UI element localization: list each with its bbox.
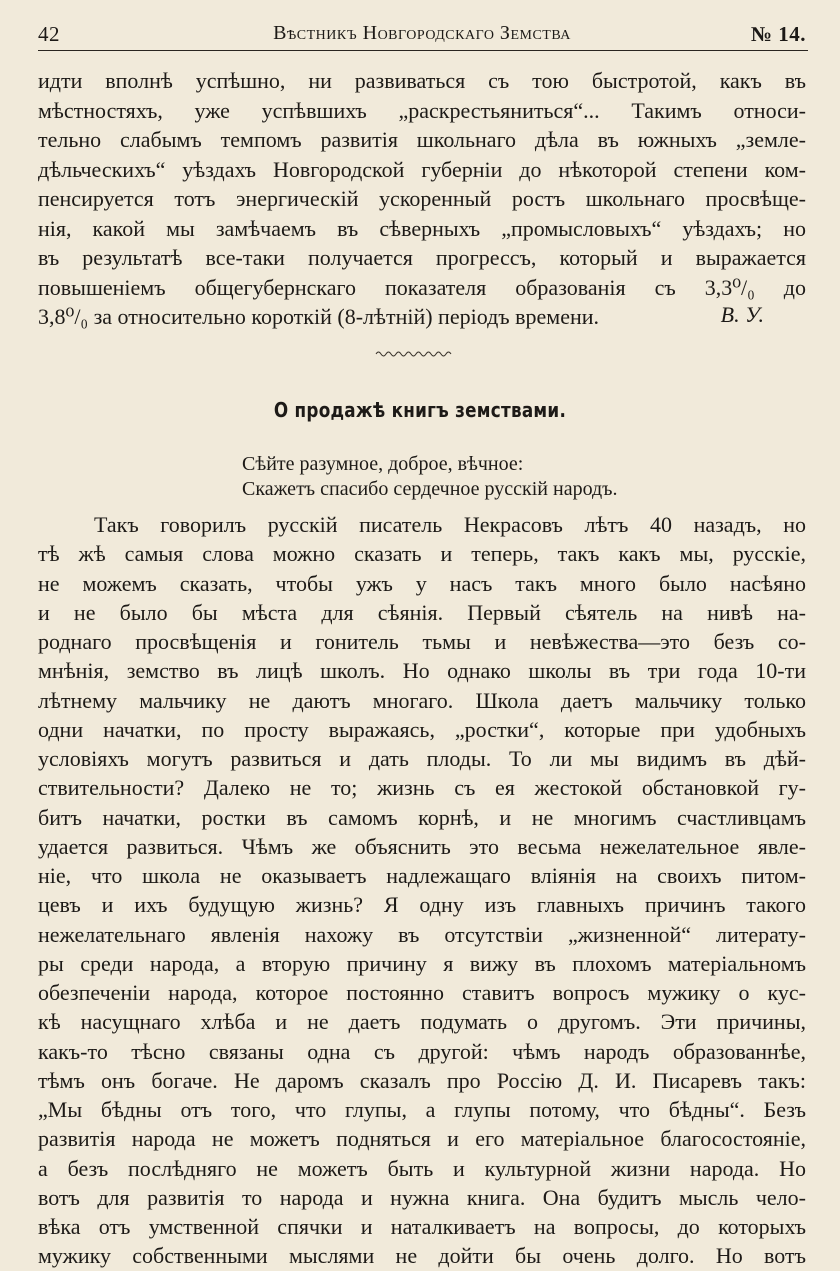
- journal-title: Вѣстникъ Новгородскаго Земства: [273, 22, 571, 44]
- text-line: битъ начатки, ростки въ самомъ корнѣ, и не многимъ счастливцамъ: [38, 804, 806, 830]
- text-line: тѣмъ онъ богаче. Не даромъ сказалъ про Россію Д. И. Писаревъ такъ:: [38, 1067, 806, 1093]
- text-line: ніе, что школа не оказываетъ надлежащаго вліянія на своихъ питом-: [38, 863, 806, 888]
- text-line: тельно слабымъ темпомъ развитія школьнаго дѣла въ южныхъ „земле-: [38, 127, 806, 152]
- text-line: мужику собственными мыслями не дойти бы очень долго. Но вотъ: [38, 1243, 806, 1269]
- text-line: условіяхъ могутъ развиться и дать плоды. То ли мы видимъ въ дѣй-: [38, 746, 806, 771]
- text-line: тѣ жѣ самыя слова можно сказать и теперь, такъ какъ мы, русскіе,: [38, 541, 806, 567]
- text-line: идти вполнѣ успѣшно, ни развиваться съ тою быстротой, какъ въ: [38, 68, 806, 93]
- text-line: вотъ для развитія то народа и нужна книга. Она будитъ мысль чело-: [38, 1184, 806, 1210]
- text-line: не можемъ сказать, чтобы ужъ у насъ такъ много было насѣяно: [38, 570, 806, 596]
- continued-paragraph: [38, 66, 806, 332]
- text-line: Такъ говорилъ русскій писатель Некрасовъ лѣтъ 40 назадъ, но: [94, 512, 806, 537]
- text-line: какъ-то тѣсно связаны одна съ другой: чѣмъ народъ образованнѣе,: [38, 1038, 806, 1064]
- text-line: лѣтнему мальчику не даютъ многаго. Школа даетъ мальчику только: [38, 687, 806, 713]
- text-line: и не было бы мѣста для сѣянія. Первый сѣятель на нивѣ на-: [38, 599, 806, 625]
- text-line: нежелательнаго явленія нахожу въ отсутствіи „жизненной“ литерату-: [38, 921, 806, 947]
- text-line: одни начатки, по просту выражаясь, „ростки“, которые при удобныхъ: [38, 716, 806, 742]
- text-line: вѣка отъ умственной спячки и наталкиваетъ на вопросы, до которыхъ: [38, 1214, 806, 1239]
- text-line: нія, какой мы замѣчаемъ въ сѣверныхъ „промысловыхъ“ уѣздахъ; но: [38, 215, 806, 241]
- text-line: ры среди народа, а вторую причину я вижу въ плохомъ матеріальномъ: [38, 950, 806, 976]
- text-line: 3,8⁰/₀ за относительно короткій (8-лѣтній) періодъ времени.: [38, 304, 600, 329]
- section-divider-ornament: [374, 349, 454, 359]
- epigraph-line: Сѣйте разумное, доброе, вѣчное:: [242, 453, 524, 475]
- text-line: роднаго просвѣщенія и гонитель тьмы и невѣжества—это безъ со-: [38, 629, 806, 654]
- epigraph: [242, 452, 618, 502]
- text-line: дѣльческихъ“ уѣздахъ Новгородской губерніи до нѣкоторой степени ком-: [38, 156, 806, 182]
- text-line: развитія народа не можетъ подняться и его матеріальное благосостояніе,: [38, 1126, 806, 1152]
- header-rule: [38, 50, 808, 51]
- text-line: „Мы бѣдны отъ того, что глупы, а глупы потому, что бѣдны“. Безъ: [38, 1097, 806, 1122]
- text-line: ствительности? Далеко не то; жизнь съ ея жестокой обстановкой гу-: [38, 775, 806, 801]
- text-line: обезпеченіи народа, которое постоянно ставитъ вопросъ мужику о кус-: [38, 980, 806, 1005]
- issue-number: № 14.: [750, 22, 806, 46]
- text-line: повышеніемъ общегубернскаго показателя образованія съ 3,3⁰/₀ до: [38, 274, 806, 300]
- text-line: удается развиться. Чѣмъ же объяснить это весьма нежелательное явле-: [38, 833, 806, 859]
- text-line: мнѣнія, земство въ лицѣ школъ. Но однако школы въ три года 10-ти: [38, 658, 806, 684]
- running-header: [38, 22, 806, 52]
- text-line: мѣстностяхъ, уже успѣвшихъ „раскрестьяниться“... Такимъ относи-: [38, 97, 806, 123]
- article-body: [38, 510, 806, 1271]
- text-line: цевъ и ихъ будущую жизнь? Я одну изъ главныхъ причинъ такого: [38, 892, 806, 918]
- text-line: въ результатѣ все-таки получается прогрессъ, который и выражается: [38, 245, 806, 270]
- article-title: О продажѣ книгъ земствами.: [273, 398, 567, 422]
- author-signature: В. У.: [720, 302, 764, 327]
- page-number: 42: [38, 22, 60, 46]
- text-line: кѣ насущнаго хлѣба и не даетъ подумать о другомъ. Эти причины,: [38, 1009, 806, 1035]
- text-line: пенсируется тотъ энергическій ускоренный ростъ школьнаго просвѣще-: [38, 186, 806, 211]
- text-line: а безъ послѣдняго не можетъ быть и культурной жизни народа. Но: [38, 1155, 806, 1181]
- epigraph-line: Скажетъ спасибо сердечное русскій народъ.: [242, 478, 618, 500]
